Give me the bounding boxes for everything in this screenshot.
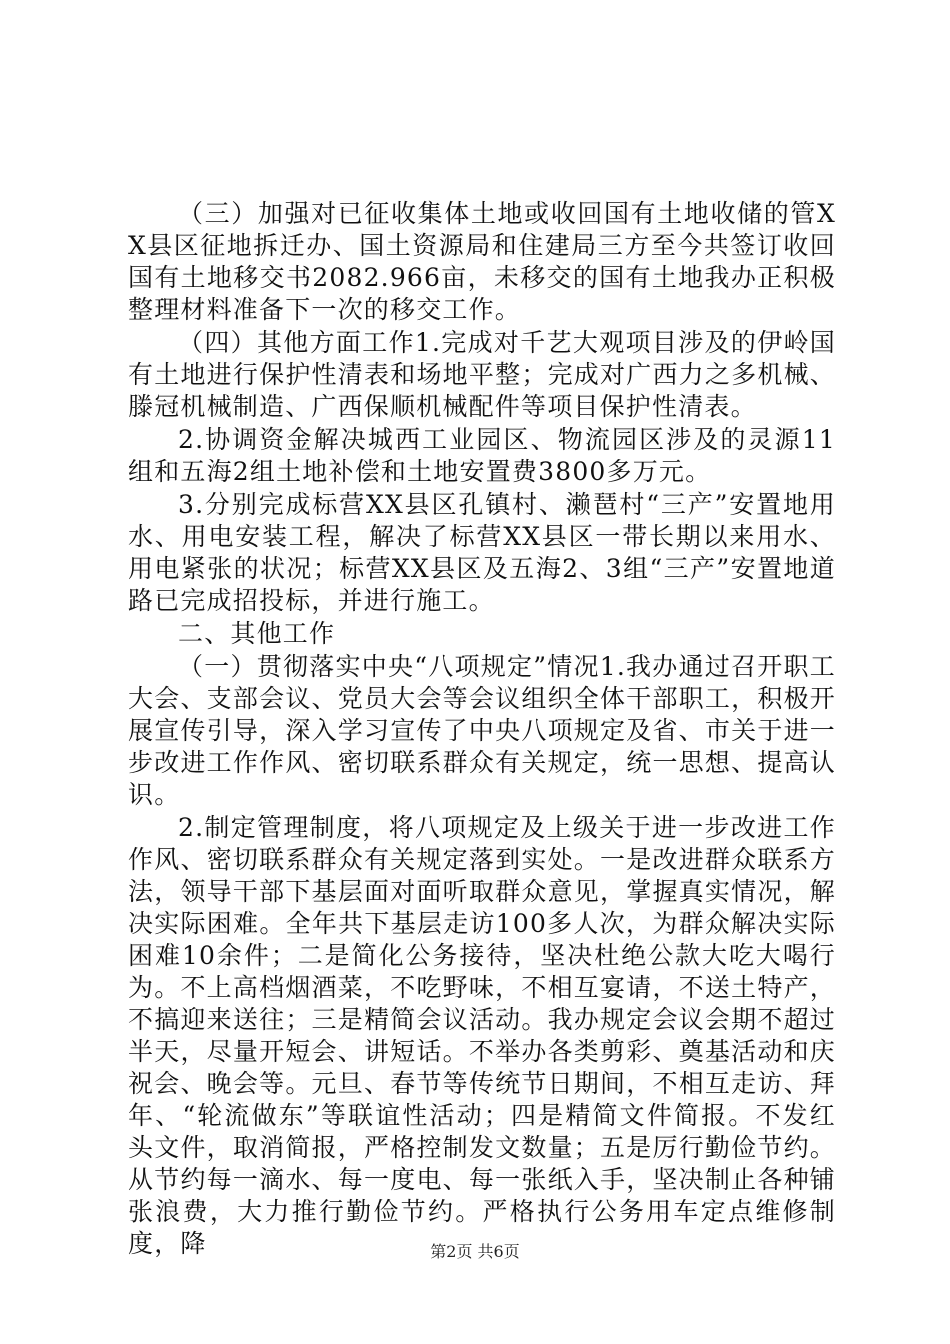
page-number-footer: 第2页 共6页 <box>430 1242 520 1261</box>
paragraph-eight-rules-2: 2.制定管理制度，将八项规定及上级关于进一步改进工作作风、密切联系群众有关规定落到实处。一是改进群众联系方法，领导干部下基层面对面听取群众意见，掌握真实情况，解决实际困难。全年共下基层走访100多人次，为群众解决实际困难10余件；二是简化公务接待，坚决杜绝公款大吃大喝行为。不上高档烟酒菜，不吃野味，不相互宴请，不送土特产，不搞迎来送往；三是精简会议活动。我办规定会议会期不超过半天，尽量开短会、讲短话。不举办各类剪彩、奠基活动和庆祝会、晚会等。元旦、春节等传统节日期间，不相互走访、拜年、“轮流做东”等联谊性活动；四是精简文件简报。不发红头文件，取消简报，严格控制发文数量；五是厉行勤俭节约。从节约每一滴水、每一度电、每一张纸入手，坚决制止各种铺张浪费，大力推行勤俭节约。严格执行公务用车定点维修制度，降 <box>128 813 836 1258</box>
document-body <box>128 198 836 1260</box>
section-heading-other-work: 二、其他工作 <box>178 619 336 648</box>
paragraph-eight-rules-1: （一）贯彻落实中央“八项规定”情况1.我办通过召开职工大会、支部会议、党员大会等会议组织全体干部职工，积极开展宣传引导，深入学习宣传了中央八项规定及省、市关于进一步改进工作作风、密切联系群众有关规定，统一思想、提高认识。 <box>128 652 836 809</box>
paragraph-other-work-2: 2.协调资金解决城西工业园区、物流园区涉及的灵源11组和五海2组土地补偿和土地安置费3800多万元。 <box>128 425 836 486</box>
paragraph-other-work-1: （四）其他方面工作1.完成对千艺大观项目涉及的伊岭国有土地进行保护性清表和场地平整；完成对广西力之多机械、滕冠机械制造、广西保顺机械配件等项目保护性清表。 <box>128 328 836 421</box>
paragraph-land-transfer: （三）加强对已征收集体土地或收回国有土地收储的管XX县区征地拆迁办、国土资源局和住建局三方至今共签订收回国有土地移交书2082.966亩，未移交的国有土地我办正积极整理材料准备下一次的移交工作。 <box>128 199 836 324</box>
paragraph-other-work-3: 3.分别完成标营XX县区孔镇村、濑琶村“三产”安置地用水、用电安装工程，解决了标营XX县区一带长期以来用水、用电紧张的状况；标营XX县区及五海2、3组“三产”安置地道路已完成招投标，并进行施工。 <box>128 490 836 615</box>
